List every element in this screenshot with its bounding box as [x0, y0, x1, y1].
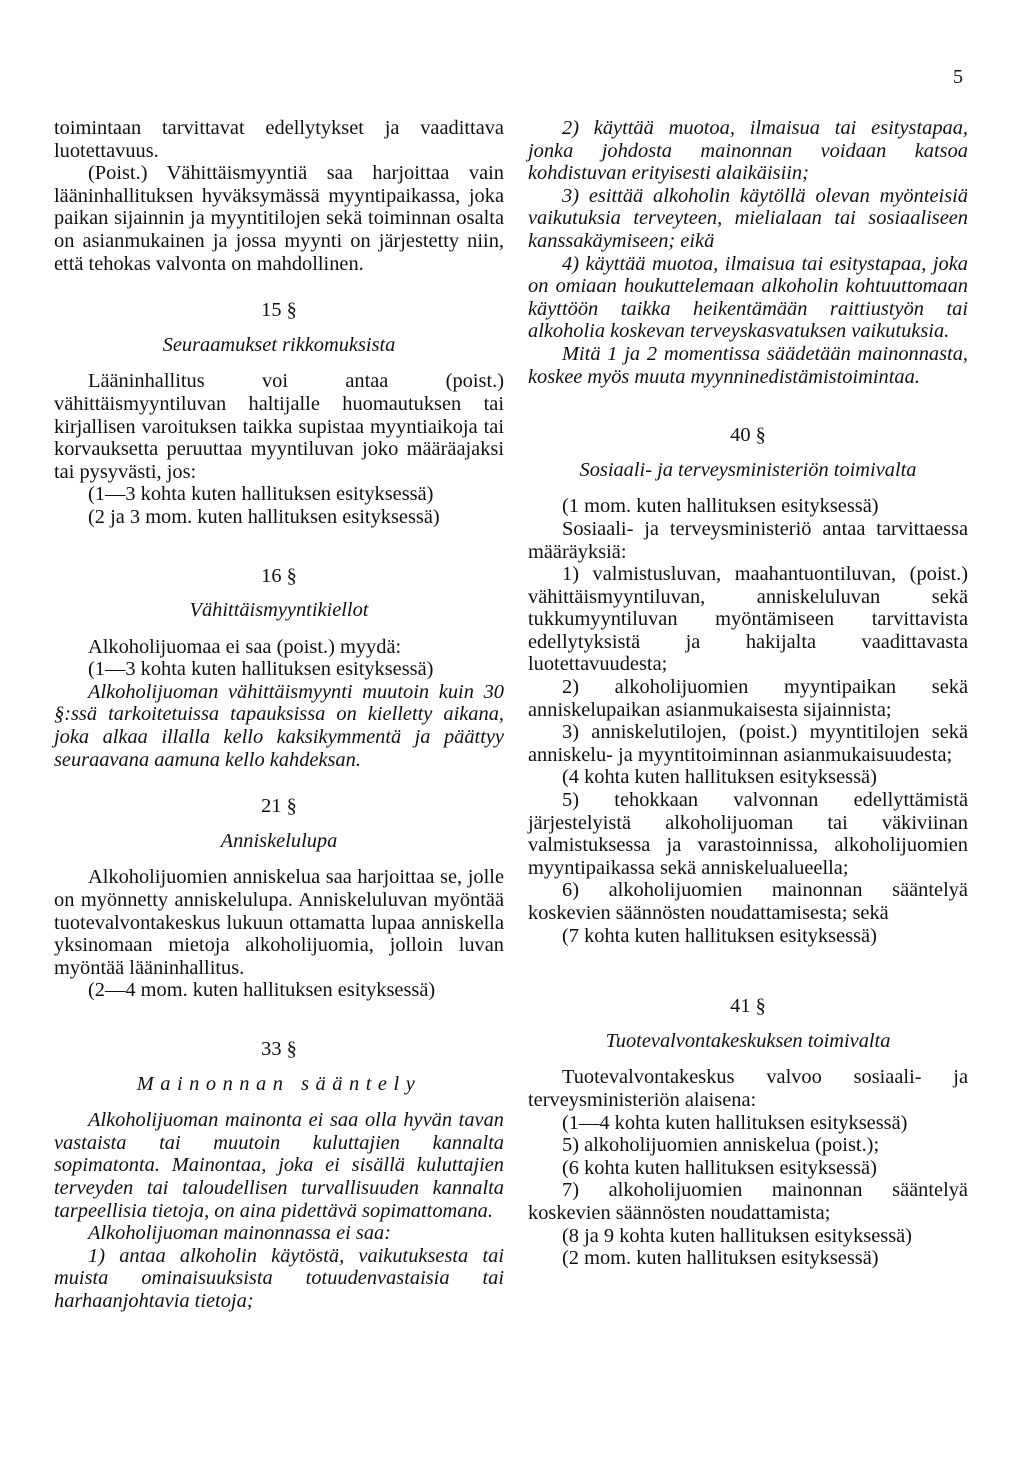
- paragraph: 5) alkoholijuomien anniskelua (poist.);: [562, 1134, 880, 1157]
- paragraph: Tuotevalvontakeskus valvoo sosiaali- ja terveysministeriön alaisena:: [528, 1066, 968, 1111]
- section-number: 33 §: [261, 1038, 297, 1060]
- paragraph: 5) tehokkaan valvonnan edellyttämistä järjestelyistä alkoholijuoman tai väkiviinan valmistuksessa ja varastoinnissa, alkoholijuomien myyntipaikassa sekä anniskelualueella;: [528, 789, 968, 879]
- paragraph: (8 ja 9 kohta kuten hallituksen esityksessä): [562, 1224, 912, 1247]
- paragraph: Sosiaali- ja terveysministeriö antaa tarvittaessa määräyksiä:: [528, 517, 968, 563]
- paragraph: 2) käyttää muotoa, ilmaisua tai esitystapaa, jonka johdosta mainonnan voidaan katsoa kohdistuvan erityisesti alaikäisiin;: [528, 117, 968, 185]
- paragraph: toimintaan tarvittavat edellytykset ja vaadittava luotettavuus.: [54, 117, 504, 162]
- section-number: 41 §: [730, 995, 766, 1018]
- section-title: Seuraamukset rikkomuksista: [162, 333, 396, 356]
- paragraph: 3) esittää alkoholin käytöllä olevan myönteisiä vaikutuksia terveyteen, mielialaan tai sosiaaliseen kanssakäymiseen; eikä: [528, 184, 968, 252]
- section-title: Anniskelulupa: [220, 829, 338, 852]
- paragraph: Mitä 1 ja 2 momentissa säädetään mainonnasta, koskee myös muuta myynninedistämistoimintaa.: [528, 342, 968, 388]
- section-title: Vähittäismyyntikiellot: [189, 599, 369, 622]
- section-number: 15 §: [261, 299, 297, 322]
- page-number: 5: [953, 66, 963, 88]
- section-title: Sosiaali- ja terveysministeriön toimivalta: [579, 458, 917, 481]
- paragraph: 2) alkoholijuomien myyntipaikan sekä anniskelupaikan asianmukaisesta sijainnista;: [528, 676, 968, 721]
- paragraph: 3) anniskelutilojen, (poist.) myyntitilojen sekä anniskelu- ja myyntitoiminnan asianmukaisuudesta;: [528, 721, 968, 766]
- paragraph: (2 ja 3 mom. kuten hallituksen esityksessä): [88, 505, 440, 528]
- paragraph: Alkoholijuomien anniskelua saa harjoittaa se, jolle on myönnetty anniskelulupa. Anniskeluluvan myöntää tuotevalvontakeskus lukuun ottamatta lupaa anniskella yksinomaan mietoja alkoholijuomia, jolloin luvan myöntää lääninhallitus.: [54, 866, 504, 979]
- paragraph: (7 kohta kuten hallituksen esityksessä): [562, 924, 877, 947]
- paragraph: (1—4 kohta kuten hallituksen esityksessä): [562, 1111, 908, 1134]
- left-column: [54, 117, 504, 1313]
- section-title: Mainonnan sääntely: [136, 1072, 422, 1095]
- section-number: 21 §: [261, 795, 297, 818]
- paragraph: Alkoholijuoman mainonta ei saa olla hyvän tavan vastaista tai muutoin kuluttajien kannalta sopimatonta. Mainontaa, joka ei sisällä kuluttajien terveyden tai taloudellisen turvallisuuden kannalta tarpeellisia tietoja, on aina pidettävä sopimattomana.: [54, 1109, 504, 1222]
- section-number: 16 §: [261, 564, 297, 587]
- section-title: Tuotevalvontakeskuksen toimivalta: [605, 1029, 891, 1052]
- paragraph: 4) käyttää muotoa, ilmaisua tai esitystapaa, joka on omiaan houkuttelemaan alkoholin kohtuuttomaan käyttöön taikka heikentämään raittiustyön tai alkoholia koskevan terveyskasvatuksen vaikutuksia.: [528, 252, 968, 343]
- paragraph: Lääninhallitus voi antaa (poist.) vähittäismyyntiluvan haltijalle huomautuksen tai kirjallisen varoituksen taikka supistaa myyntiaikoja tai korvauksetta peruuttaa myyntiluvan joko määräajaksi tai pysyvästi, jos:: [54, 370, 504, 483]
- paragraph: Alkoholijuoman vähittäismyynti muutoin kuin 30 §:ssä tarkoitetuissa tapauksissa on kielletty aikana, joka alkaa illalla kello kaksikymmentä ja päättyy seuraavana aamuna kello kahdeksan.: [54, 680, 504, 771]
- paragraph: 1) valmistusluvan, maahantuontiluvan, (poist.) vähittäismyyntiluvan, anniskeluluvan sekä tukkumyyntiluvan myöntämiseen tarvittavista edellytyksistä ja hakijalta vaadittavasta luotettavuudesta;: [528, 563, 968, 676]
- paragraph: Alkoholijuoman mainonnassa ei saa:: [88, 1222, 392, 1245]
- section-number: 40 §: [730, 424, 766, 447]
- paragraph: (6 kohta kuten hallituksen esityksessä): [562, 1156, 877, 1179]
- paragraph: (1—3 kohta kuten hallituksen esityksessä): [88, 658, 434, 681]
- paragraph: (1 mom. kuten hallituksen esityksessä): [562, 495, 879, 518]
- paragraph: (Poist.) Vähittäismyyntiä saa harjoittaa vain lääninhallituksen hyväksymässä myyntipaikassa, joka paikan sijainnin ja myyntitilojen sekä toiminnan osalta on asianmukainen ja jossa myynti on järjestetty niin, että tehokas valvonta on mahdollinen.: [54, 162, 504, 275]
- right-column: [528, 117, 968, 1270]
- paragraph: (4 kohta kuten hallituksen esityksessä): [562, 766, 877, 789]
- paragraph: (2—4 mom. kuten hallituksen esityksessä): [88, 979, 436, 1002]
- paragraph: 1) antaa alkoholin käytöstä, vaikutuksesta tai muista ominaisuuksista totuudenvastaisia tai harhaanjohtavia tietoja;: [54, 1244, 504, 1312]
- paragraph: 6) alkoholijuomien mainonnan sääntelyä koskevien säännösten noudattamisesta; sekä: [528, 879, 968, 924]
- paragraph: Alkoholijuomaa ei saa (poist.) myydä:: [88, 635, 402, 658]
- paragraph: (2 mom. kuten hallituksen esityksessä): [562, 1247, 879, 1270]
- paragraph: (1—3 kohta kuten hallituksen esityksessä): [88, 483, 434, 506]
- paragraph: 7) alkoholijuomien mainonnan sääntelyä koskevien säännösten noudattamista;: [528, 1179, 968, 1224]
